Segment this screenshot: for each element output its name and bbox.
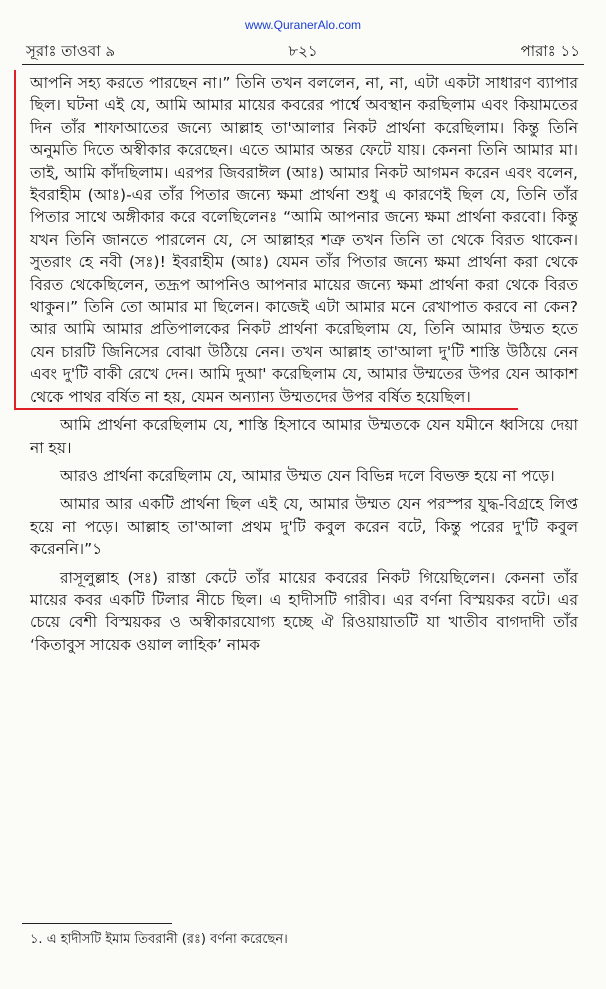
page-number: ৮২১ [288, 42, 318, 60]
footnote: ১. এ হাদীসটি ইমাম তিবরানী (রঃ) বর্ণনা করেছেন। [30, 932, 288, 947]
page-body [30, 72, 578, 656]
surah-label: সূরাঃ তাওবা ৯ [26, 42, 116, 60]
paragraph: আপনি সহ্য করতে পারছেন না।” তিনি তখন বললেন, না, না, এটা একটা সাধারণ ব্যাপার ছিল। ঘটনা এই যে, আমি আমার মায়ের কবরের পার্শ্বে অবস্থান করছিলাম এবং কিয়ামতের দিন তাঁর শাফাআতের জন্যে আল্লাহ তা'আলার নিকট প্রার্থনা করেছিলাম। কিন্তু তিনি অনুমতি দিতে অস্বীকার করেছেন। এতে আমার অন্তর ফেটে যায়। কেননা তিনি আমার মা। তাই, আমি কাঁদছিলাম। এরপর জিবরাঈল (আঃ) আমার নিকট আগমন করেন এবং বলেন, ইবরাহীম (আঃ)-এর তাঁর পিতার জন্যে ক্ষমা প্রার্থনা শুধু এ কারণেই ছিল যে, তিনি তাঁর পিতার সাথে অঙ্গীকার করে বলেছিলেনঃ “আমি আপনার জন্যে ক্ষমা প্রার্থনা করবো। কিন্তু যখন তিনি জানতে পারলেন যে, সে আল্লাহর শত্রু তখন তিনি তা থেকে বিরত থাকেন। সুতরাং হে নবী (সঃ)! ইবরাহীম (আঃ) যেমন তাঁর পিতার জন্যে ক্ষমা প্রার্থনা করা থেকে বিরত থেকেছিলেন, তদ্রূপ আপনিও আপনার মায়ের জন্যে ক্ষমা প্রার্থনা করা থেকে বিরত থাকুন।” তিনি তো আমার মা ছিলেন। কাজেই এটা আমার মনে রেখাপাত করবে না কেন? আর আমি আমার প্রতিপালকের নিকট প্রার্থনা করেছিলাম যে, তিনি আমার উম্মত হতে যেন চারটি জিনিসের বোঝা উঠিয়ে নেন। তখন আল্লাহ তা'আলা দু'টি শাস্তি উঠিয়ে নেন এবং দু'টি বাকী রেখে দেন। আমি দুআ' করেছিলাম যে, আমার উম্মতের উপর যেন আকাশ থেকে পাথর বর্ষিত না হয়, যেমন অন্যান্য উম্মতদের উপর বর্ষিত হয়েছিল। [30, 74, 578, 406]
paragraph: রাসূলুল্লাহ (সঃ) রাস্তা কেটে তাঁর মায়ের কবরের নিকট গিয়েছিলেন। কেননা তাঁর মায়ের কবর একটি টিলার নীচে ছিল। এ হাদীসটি গারীব। এর বর্ণনা বিস্ময়কর বটে। এর চেয়ে বেশী বিস্ময়কর ও অস্বীকারযোগ্য হচ্ছে ঐ রিওয়ায়াতটি যা খাতীব বাগদাদী তাঁর ‘কিতাবুস সায়েক ওয়াল লাহিক’ নামক [30, 568, 578, 654]
paragraph: আমার আর একটি প্রার্থনা ছিল এই যে, আমার উম্মত যেন পরস্পর যুদ্ধ-বিগ্রহে লিপ্ত হয়ে না পড়ে। আল্লাহ তা'আলা প্রথম দু'টি কবুল করেন বটে, কিন্তু পরের দু'টি কবুল করেননি।”১ [30, 495, 578, 559]
header-rule [22, 64, 584, 65]
para-label: পারাঃ ১১ [520, 42, 580, 60]
paragraph: আমি প্রার্থনা করেছিলাম যে, শাস্তি হিসাবে আমার উম্মতকে যেন যমীনে ধ্বসিয়ে দেয়া না হয়। [30, 416, 578, 457]
paragraph: আরও প্রার্থনা করেছিলাম যে, আমার উম্মত যেন বিভিন্ন দলে বিভক্ত হয়ে না পড়ে। [60, 466, 555, 485]
footnote-rule [22, 923, 172, 924]
site-url: www.QuranerAlo.com [244, 18, 362, 32]
